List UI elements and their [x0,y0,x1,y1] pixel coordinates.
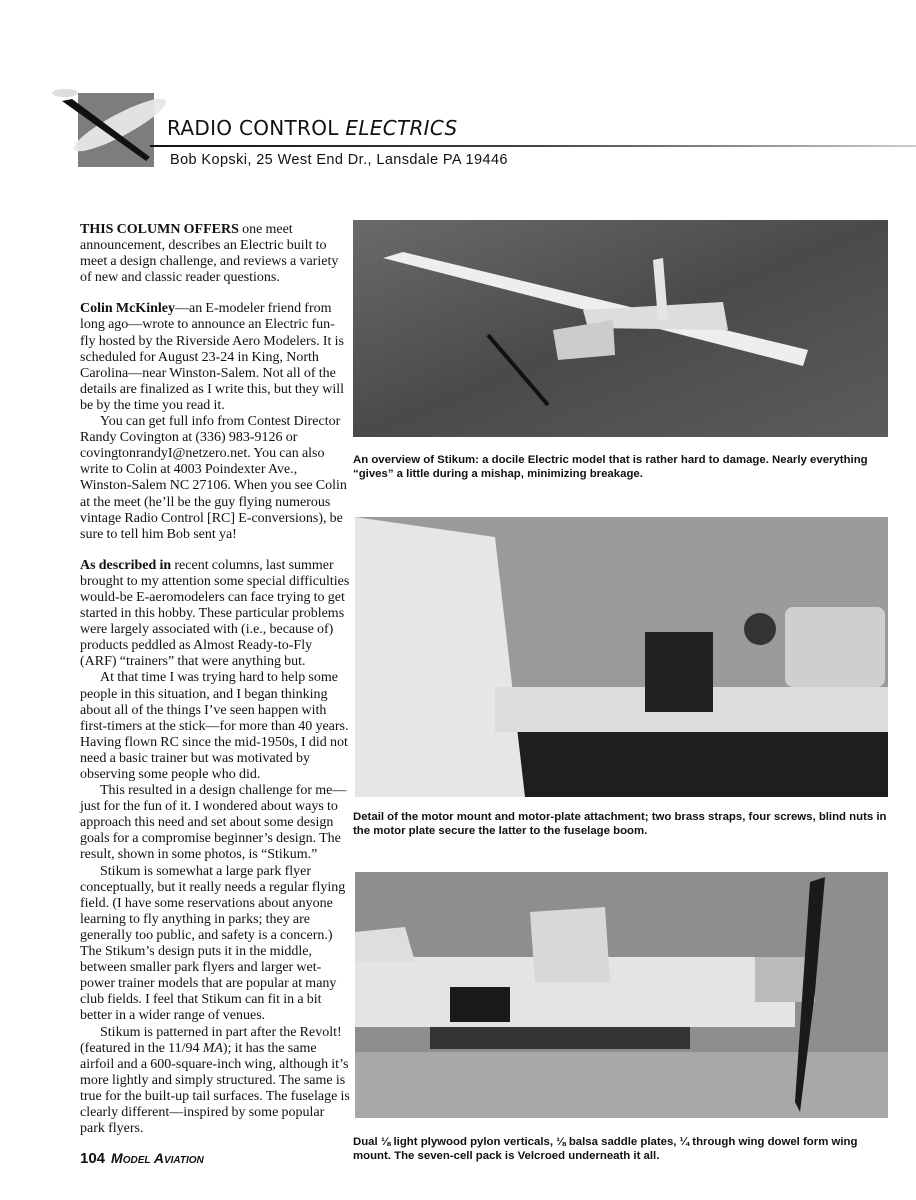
paragraph: This resulted in a design challenge for me—just for the fun of it. I wondered about ways to approach this need and set about some design goals for a compromise beginner’s design. The result, shown in some photos, is “Stikum.” [80,783,347,863]
column-title [167,116,458,140]
title-italic: ELECTRICS [345,116,458,140]
lead-in: THIS COLUMN OFFERS [80,222,239,237]
article-column [80,222,350,1168]
paragraph [80,222,350,286]
paragraph-text: recent columns, last summer brought to my attention some special difficulties would-be E-aeromodelers can face trying to get started in this hobby. These particular problems were largely associated with (i.e., because of) products peddled as Almost Ready-to-Fly (ARF) “trainers” that were anything but. [80,557,350,670]
photo-caption: An overview of Stikum: a docile Electric model that is rather hard to damage. Nearly everything “gives” a little during a mishap, minimizing breakage. [353,454,868,480]
column-logo-glider-icon [50,85,180,170]
lead-in: As described in [80,557,172,573]
photo-motor-mount [355,517,888,797]
header-rule [150,145,916,147]
paragraph-text: Stikum is patterned in part after the Revolt! (featured in the 11/94 [80,1024,342,1056]
paragraph-text: one meet announcement, describes an Electric built to meet a design challenge, and reviews a variety of new and classic reader questions. [80,222,339,286]
author-byline: Bob Kopski, 25 West End Dr., Lansdale PA 19446 [170,152,508,168]
photo-pylon-wing-mount [355,872,888,1118]
paragraph [80,1025,350,1138]
photo-caption: Detail of the motor mount and motor-plate attachment; two brass straps, four screws, blind nuts in the motor plate secure the latter to the fuselage boom. [353,811,887,837]
photo-caption: Dual ⅛ light plywood pylon verticals, ⅛ balsa saddle plates, ¼ through wing dowel form wing mount. The seven-cell pack is Velcroed underneath it all. [353,1136,858,1162]
paragraph [80,301,350,414]
magazine-abbrev: MA [202,1040,223,1056]
magazine-name: Model Aviation [111,1150,204,1167]
photo-stikum-overview [353,220,888,437]
page-number: 104 [80,1150,106,1168]
paragraph: At that time I was trying hard to help some people in this situation, and I began thinking about all of the things I’ve seen happen with first-timers at the stick—for more than 40 years. Having flown RC since the mid-1950s, I did not need a basic trainer but was motivated by observing some people who did. [80,670,349,782]
paragraph-text: ); it has the same airfoil and a 600-square-inch wing, although it’s more lightly and simply structured. The same is true for the built-up tail surfaces. The fuselage is clearly different—inspired by some popular park flyers. [80,1040,350,1137]
title-main: RADIO CONTROL [167,116,346,140]
lead-in: Colin McKinley [80,301,175,317]
paragraph-text: —an E-modeler friend from long ago—wrote to announce an Electric fun-fly hosted by the Riverside Aero Modelers. It is scheduled for August 23-24 in King, North Carolina—near Winston-Salem. Not all of the details are finalized as I write this, but they will be by the time you read it. [80,301,344,413]
page-footer [80,1149,350,1168]
paragraph [80,558,350,671]
paragraph: Stikum is somewhat a large park flyer conceptually, but it really needs a regular flying field. (I have some reservations about anyone learning to fly anything in parks; they are generally too public, and safety is a concern.) The Stikum’s design puts it in the middle, between smaller park flyers and larger wet-power trainer models that are popular at many club fields. I feel that Stikum can fit in a bit better in a wider range of venues. [80,863,346,1024]
paragraph: You can get full info from Contest Director Randy Covington at (336) 983-9126 or covingtonrandyI@netzero.net. You can also write to Colin at 4003 Poindexter Ave., Winston-Salem NC 27106. When you see Colin at the meet (he’ll be the guy flying numerous vintage Radio Control [RC] E-conversions), be sure to tell him Bob sent ya! [80,414,347,542]
